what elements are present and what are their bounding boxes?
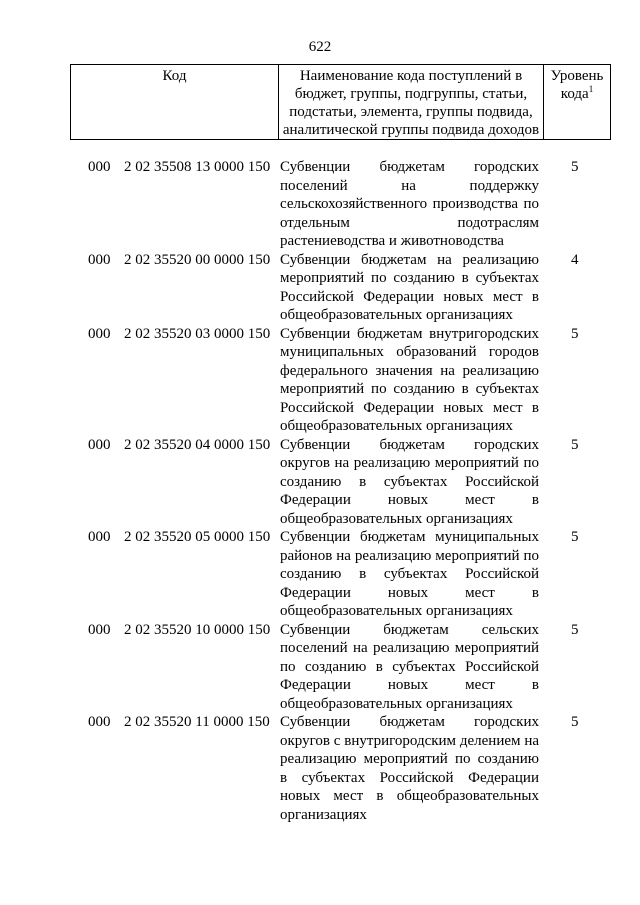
admin-code: 000 — [88, 436, 111, 453]
revenue-code: 2 02 35508 13 0000 150 — [124, 159, 271, 175]
admin-code: 000 — [88, 159, 111, 175]
revenue-name: Субвенции бюджетам городских округов с внутригородским делением на реализацию мероприятий по созданию в субъектах Российской Федерации новых мест в общеобразовательных организациях — [280, 714, 539, 823]
revenue-name: Субвенции бюджетам городских поселений на поддержку сельскохозяйственного производства по отдельным подотраслям растениеводства и животноводства — [280, 159, 539, 249]
revenue-code: 2 02 35520 10 0000 150 — [124, 621, 271, 638]
admin-code: 000 — [88, 251, 111, 268]
header-name — [279, 65, 544, 140]
table-row — [0, 528, 640, 621]
table-row — [0, 436, 640, 529]
code-level: 5 — [571, 529, 579, 545]
table-header — [70, 64, 611, 140]
page-number: 622 — [308, 39, 332, 55]
footnote-marker: 1 — [588, 84, 594, 94]
header-level — [544, 65, 611, 140]
code-level: 5 — [571, 621, 579, 638]
header-code — [71, 65, 279, 140]
code-level: 5 — [571, 325, 579, 342]
code-level: 5 — [571, 436, 579, 453]
revenue-code: 2 02 35520 11 0000 150 — [124, 714, 270, 730]
revenue-code: 2 02 35520 03 0000 150 — [124, 325, 271, 342]
code-level: 5 — [571, 159, 579, 175]
admin-code: 000 — [88, 325, 111, 342]
revenue-code: 2 02 35520 04 0000 150 — [124, 436, 271, 453]
revenue-name: Субвенции бюджетам городских округов на реализацию мероприятий по созданию в субъектах Российской Федерации новых мест в общеобразовательных организациях — [280, 436, 539, 527]
header-name-label: Наименование кода поступлений в бюджет, группы, подгруппы, статьи, подстатьи, элемента, группы подвида, аналитической группы подвида доходов — [282, 68, 540, 138]
revenue-code: 2 02 35520 00 0000 150 — [124, 251, 271, 268]
admin-code: 000 — [88, 529, 111, 545]
revenue-name: Субвенции бюджетам муниципальных районов на реализацию мероприятий по созданию в субъектах Российской Федерации новых мест в общеобразовательных организациях — [280, 529, 539, 619]
code-level: 5 — [571, 714, 579, 730]
admin-code: 000 — [88, 621, 111, 638]
table-row — [0, 158, 640, 251]
revenue-code: 2 02 35520 05 0000 150 — [124, 529, 271, 545]
header-level-label: Уровень кода — [550, 68, 604, 102]
header-code-label: Код — [162, 68, 187, 84]
table-row — [0, 713, 640, 824]
table-row — [0, 325, 640, 436]
code-level: 4 — [571, 251, 579, 268]
table-body — [0, 158, 640, 824]
admin-code: 000 — [88, 714, 111, 730]
revenue-name: Субвенции бюджетам внутригородских муниципальных образований городов федерального значения на реализацию мероприятий по созданию в субъектах Российской Федерации новых мест в общеобразовательных организациях — [280, 325, 539, 434]
revenue-name: Субвенции бюджетам на реализацию мероприятий по созданию в субъектах Российской Федерации новых мест в общеобразовательных организациях — [280, 251, 539, 323]
revenue-name: Субвенции бюджетам сельских поселений на реализацию мероприятий по созданию в субъектах Российской Федерации новых мест в общеобразовательных организациях — [280, 621, 539, 712]
table-row — [0, 251, 640, 325]
table-row — [0, 621, 640, 714]
